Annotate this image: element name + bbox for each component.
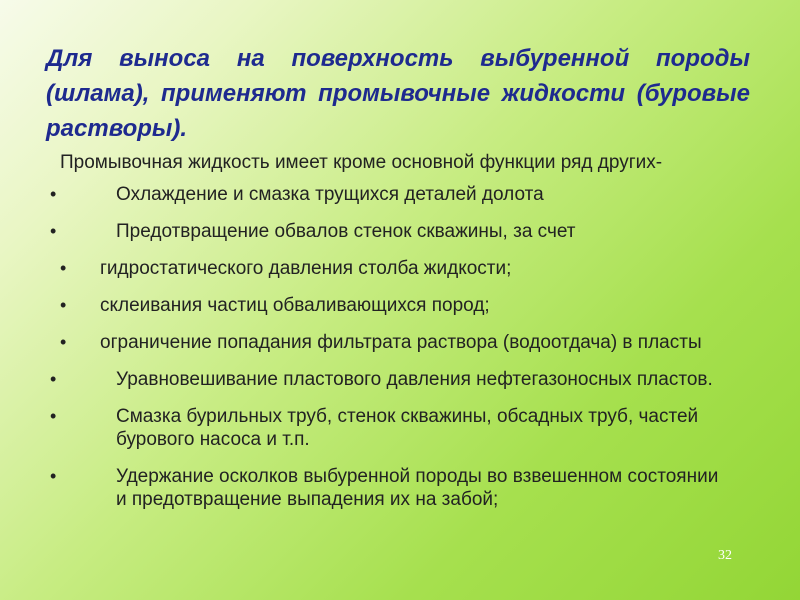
bullet-icon: • xyxy=(60,332,67,352)
list-item-cooling xyxy=(50,183,728,206)
bullet-icon: • xyxy=(50,466,57,486)
list-item-text: ограничение попадания фильтрата раствора (водоотдача) в пласты xyxy=(100,332,702,353)
list-subitem-gluing xyxy=(60,294,728,317)
list-item-text: Охлаждение и смазка трущихся деталей долота xyxy=(116,184,544,205)
slide-title: Для выноса на поверхность выбуренной породы (шлама), применяют промывочные жидкости (буровые растворы). xyxy=(46,45,750,142)
list-item-text: Удержание осколков выбуренной породы во взвешенном состоянии и предотвращение выпадения их на забой; xyxy=(116,466,719,510)
list-item-text: Смазка бурильных труб, стенок скважины, обсадных труб, частей бурового насоса и т.п. xyxy=(116,406,699,450)
list-item-suspension xyxy=(50,465,728,511)
bullet-icon: • xyxy=(50,221,57,241)
list-item-pressure-balance xyxy=(50,368,728,391)
list-subitem-filtrate xyxy=(60,331,728,354)
intro-text: Промывочная жидкость имеет кроме основной функции ряд других- xyxy=(60,152,663,173)
bullet-icon: • xyxy=(60,258,67,278)
bullet-icon: • xyxy=(60,295,67,315)
page-number: 32 xyxy=(718,548,732,563)
bullet-icon: • xyxy=(50,369,57,389)
slide-body xyxy=(50,151,728,525)
bullet-icon: • xyxy=(50,406,57,426)
list-subitem-hydrostatic xyxy=(60,257,728,280)
list-item-lubrication xyxy=(50,405,728,451)
list-item-text: склеивания частиц обваливающихся пород; xyxy=(100,295,490,316)
list-item-text: гидростатического давления столба жидкости; xyxy=(100,258,512,279)
list-item-text: Предотвращение обвалов стенок скважины, за счет xyxy=(116,221,576,242)
bullet-icon: • xyxy=(50,184,57,204)
list-item-wall-collapse xyxy=(50,220,728,243)
list-item-text: Уравновешивание пластового давления нефтегазоносных пластов. xyxy=(116,369,713,390)
